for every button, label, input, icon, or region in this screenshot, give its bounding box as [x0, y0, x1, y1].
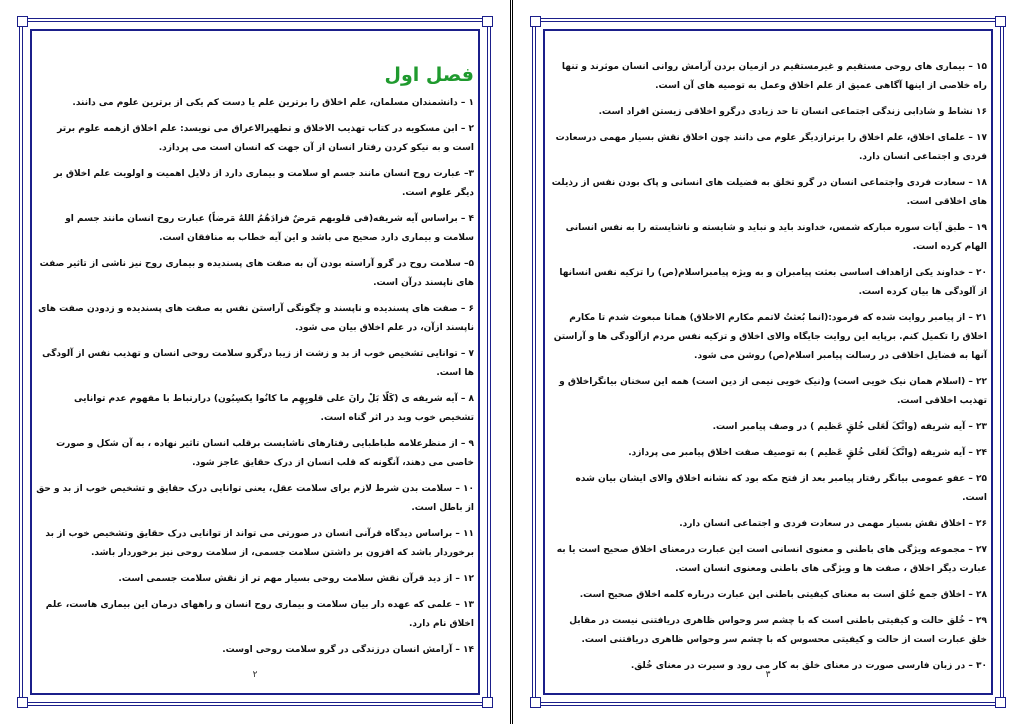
paragraph: ۱۸ – سعادت فردی واجتماعی انسان در گرو تخلق به فضیلت های انسانی و پاک بودن نفس از رذیلت های اخلاقی است. [551, 178, 987, 207]
paragraph: ۲۱ – از پیامبر روایت شده که فرمود:(انما بُعثتُ لاتمم مکارم الاخلاق) همانا مبعوث شدم تا مکارم اخلاق را تکمیل کنم. برپایه این روایت جایگاه والای اخلاق و تزکیه نفس مردم ازآلودگی ها و آراستن آنها به فضایل اخلاقی در رسالت پیامبر اسلام(ص) روشن می شود. [553, 313, 987, 361]
paragraph: ۱۵ – بیماری های روحی مستقیم و غیرمستقیم در ازمیان بردن آرامش روانی انسان موثرند و تنها راه خلاصی از اینها آگاهی عمیق از علم اخلاق وعمل به توصیه های آن است. [561, 62, 987, 91]
paragraph: ۱۰ – سلامت بدن شرط لازم برای سلامت عقل، یعنی توانایی درک حقایق و تشخیص خوب از بد و حق از باطل است. [36, 484, 474, 513]
paragraph: ۲۵ – عفو عمومی بیانگر رفتار پیامبر بعد از فتح مکه بود که نشانه اخلاق والای ایشان بیان شده است. [575, 474, 987, 503]
page-number: ۳ [765, 670, 771, 680]
corner-ornament [482, 16, 493, 27]
corner-ornament [482, 697, 493, 708]
paragraph: ۷ – توانایی تشخیص خوب از بد و زشت از زیبا درگرو سلامت روحی انسان و تهذیب نفس از آلودگی ها است. [42, 349, 474, 378]
paragraph: ۱۹ – طبق آیات سوره مبارکه شمس، خداوند باید و نباید و شایسته و ناشایسته را به نفس انسانی الهام کرده است. [565, 223, 987, 252]
corner-ornament [17, 697, 28, 708]
paragraph: ۲۷ – مجموعه ویژگی های باطنی و معنوی انسانی است این عبارت درمعنای اخلاق صحیح است یا به عبارت دیگر اخلاق ، صفت ها و ویژگی های باطنی ومعنوی انسان است. [556, 545, 987, 574]
page-number: ۲ [252, 670, 258, 680]
paragraph: ۱۱ – براساس دیدگاه قرآنی انسان در صورتی می تواند از توانایی درک حقایق وتشخیص خوب از بد برخوردار باشد که افزون بر داشتن سلامت جسمی، از سلامت روحی نیز برخوردار باشد. [45, 529, 474, 558]
corner-ornament [17, 16, 28, 27]
paragraph: ۲ – ابن مسکویه در کتاب تهذیب الاخلاق و تطهیرالاعراق می نویسد: علم اخلاق ازهمه علوم برتر است و به نیکو کردن رفتار انسان از آن جهت که انسان است می پردازد. [57, 124, 474, 153]
right-page-content [549, 58, 987, 683]
paragraph: ۲۶ – اخلاق نقش بسیار مهمی در سعادت فردی و اجتماعی انسان دارد. [679, 519, 987, 529]
corner-ornament [530, 16, 541, 27]
paragraph: ۵– سلامت روح در گرو آراسته بودن آن به صفت های پسندیده و بیماری روح نیز ناشی از تاثیر صفت های ناپسند درآن است. [39, 259, 474, 288]
paragraph: ۱۳ – علمی که عهده دار بیان سلامت و بیماری روح انسان و راههای درمان این بیماری هاست، علم اخلاق نام دارد. [45, 600, 474, 629]
paragraph: ۱۴ – آرامش انسان درزندگی در گرو سلامت روحی اوست. [222, 645, 474, 655]
paragraph: ۱۲ – از دید قرآن نقش سلامت روحی بسیار مهم تر از نقش سلامت جسمی است. [118, 574, 474, 584]
paragraph: ۲۲ – (اسلام همان نیک خویی است) و(نیک خویی نیمی از دین است) همه این سخنان بیانگراخلاق و تهذیب اخلاقی است. [559, 377, 987, 406]
paragraph: ۸ – آیه شریفه ی (کَلّا بَلْ رانَ علی قلوبِهِم ما کانُوا یکسِبُون) درارتباط با مفهوم عدم توانایی تشخیص خوب وبد در اثر گناه است. [74, 394, 474, 423]
paragraph: ۲۹ – خُلق حالت و کیفیتی باطنی است که با چشم سر وحواس ظاهری دریافتنی نیست در مقابل خلق عبارت است از حالت و کیفیتی محسوس که با چشم سر وحواس ظاهری دریافتنی است. [569, 616, 987, 645]
corner-ornament [995, 697, 1006, 708]
paragraph: ۲۳ – آیه شریفه (وانَّکَ لَعَلی خُلقٍ عَظیم ) در وصف پیامبر است. [712, 422, 987, 432]
paragraph: ۲۰ – خداوند یکی ازاهداف اساسی بعثت پیامبران و به ویژه پیامبراسلام(ص) را تزکیه نفس انسانها از آلودگی ها بیان کرده است. [559, 268, 987, 297]
corner-ornament [530, 697, 541, 708]
corner-ornament [995, 16, 1006, 27]
paragraph: ۳– عبارت روح انسان مانند جسم او سلامت و بیماری دارد از دلایل اهمیت و اولویت علم اخلاق بر دیگر علوم است. [53, 169, 474, 198]
paragraph: ۱ – دانشمندان مسلمان، علم اخلاق را برترین علم یا دست کم یکی از برترین علوم می دانند. [72, 98, 474, 108]
paragraph: ۲۴ – آیه شریفه (وانَّکَ لَعَلی خُلقٍ عَظیم ) به توصیف صفت اخلاق پیامبر می پردازد. [628, 448, 987, 458]
paragraph: ۶ – صفت های پسندیده و ناپسند و چگونگی آراستن نفس به صفت های پسندیده و زدودن صفت های ناپسند ازآن، در علم اخلاق بیان می شود. [38, 304, 474, 333]
paragraph: ۱۷ – علمای اخلاق، علم اخلاق را برترازدیگر علوم می دانند چون اخلاق نقش بسیار مهمی درسعادت فردی و اجتماعی انسان دارد. [555, 133, 987, 162]
paragraph: ۴ – براساس آیه شریفه(فی قلوبهم مَرضٌ فزادَهُمُ اللهُ مَرضاً) عبارت روح انسان مانند جسم او سلامت و بیماری دارد صحیح می باشد و این آیه خطاب به منافقان است. [65, 214, 474, 243]
paragraph: ۲۸ – اخلاق جمع خُلق است به معنای کیفیتی باطنی این عبارت درباره کلمه اخلاق صحیح است. [579, 590, 987, 600]
paragraph: ۳۰ – در زبان فارسی صورت در معنای خلق به کار می رود و سیرت در معنای خُلق. [630, 661, 987, 671]
right-page [512, 0, 1023, 724]
left-page [0, 0, 511, 724]
paragraph: ۹ – از منظرعلامه طباطبایی رفتارهای ناشایست برقلب انسان تاثیر نهاده ، به آن شکل و صورت خاصی می دهند، آنگونه که قلب انسان از درک حقایق عاجز شود. [56, 439, 474, 468]
paragraph: ۱۶ نشاط و شادابی زندگی اجتماعی انسان تا حد زیادی درگرو اخلاقی زیستن افراد است. [598, 107, 987, 117]
left-page-content [36, 46, 474, 667]
chapter-title: فصل اول [384, 64, 474, 86]
